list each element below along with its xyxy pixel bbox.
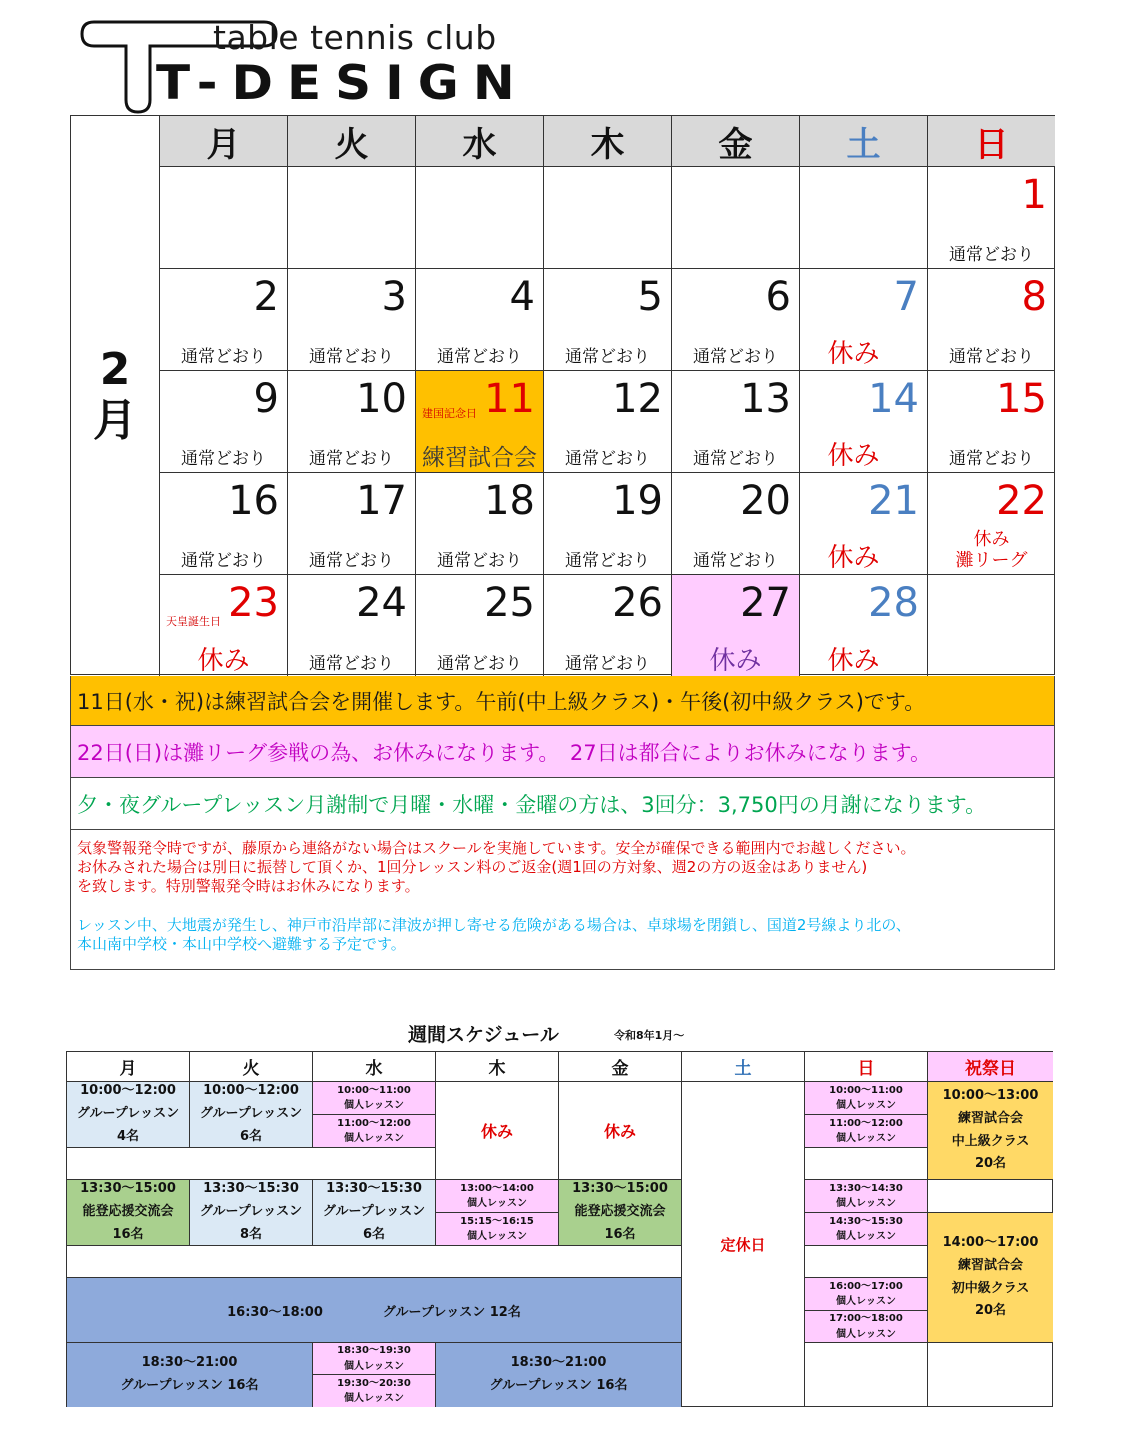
day-status-extra: 灘リーグ bbox=[955, 550, 1028, 572]
day-number: 18 bbox=[484, 478, 535, 524]
slot-line: 個人レッスン bbox=[344, 1133, 404, 1144]
day-status: 休み bbox=[197, 646, 250, 676]
calendar-day bbox=[800, 167, 928, 269]
day-number: 12 bbox=[612, 376, 663, 422]
day-number: 24 bbox=[356, 580, 407, 626]
slot-line: 能登応援交流会 bbox=[82, 1204, 174, 1220]
slot-line: グループレッスン bbox=[76, 1106, 180, 1122]
day-status: 通常どおり bbox=[181, 551, 266, 571]
slot-line: 10:00～13:00 bbox=[942, 1088, 1039, 1103]
slot-line: 13:30～15:30 bbox=[203, 1181, 299, 1197]
schedule-slot bbox=[805, 1082, 928, 1115]
calendar-day bbox=[928, 575, 1055, 677]
day-number: 1 bbox=[1021, 172, 1047, 218]
day-status: 通常どおり bbox=[693, 449, 778, 469]
slot-line: 個人レッスン bbox=[467, 1231, 527, 1242]
day-number: 4 bbox=[509, 274, 535, 320]
slot-line: 11:00～12:00 bbox=[829, 1117, 903, 1129]
weekly-subtitle: 令和8年1月～ bbox=[614, 1029, 685, 1042]
slot-line: 16名 bbox=[112, 1226, 144, 1242]
slot-line: 中上級クラス bbox=[951, 1133, 1030, 1149]
day-status: 通常どおり bbox=[437, 654, 522, 674]
calendar-day bbox=[928, 473, 1055, 575]
schedule-slot bbox=[805, 1278, 928, 1311]
day-number: 22 bbox=[996, 478, 1047, 524]
calendar-day bbox=[544, 575, 672, 677]
slot-line: 15:15～16:15 bbox=[460, 1215, 534, 1227]
slot-label: グループレッスン 12名 bbox=[382, 1304, 521, 1320]
day-number: 5 bbox=[637, 274, 663, 320]
slot-line: 16:00～17:00 bbox=[829, 1280, 903, 1292]
slot-line: 19:30～20:30 bbox=[337, 1377, 411, 1389]
slot-line: 13:30～15:00 bbox=[80, 1181, 176, 1197]
weekday-header: 水 bbox=[416, 116, 544, 167]
day-status: 通常どおり bbox=[693, 551, 778, 571]
slot-line: 10:00～11:00 bbox=[337, 1084, 411, 1096]
schedule-slot bbox=[67, 1343, 313, 1407]
slot-line: 20名 bbox=[974, 1303, 1007, 1319]
day-number: 27 bbox=[740, 580, 791, 626]
calendar-day bbox=[544, 371, 672, 473]
holiday-name: 天皇誕生日 bbox=[166, 615, 221, 628]
calendar-day bbox=[800, 473, 928, 575]
schedule-slot bbox=[559, 1180, 682, 1246]
slot-line: 18:30～19:30 bbox=[337, 1345, 411, 1356]
evening-group-slot bbox=[67, 1278, 682, 1343]
calendar-day bbox=[800, 371, 928, 473]
day-number: 2 bbox=[253, 274, 279, 320]
weekday-header: 土 bbox=[800, 116, 928, 167]
day-status: 通常どおり bbox=[437, 551, 522, 571]
slot-line: 個人レッスン bbox=[344, 1393, 404, 1404]
day-number: 20 bbox=[740, 478, 791, 524]
slot-line: 6名 bbox=[239, 1128, 263, 1144]
schedule-slot bbox=[928, 1213, 1053, 1343]
weekday-header: 金 bbox=[559, 1052, 682, 1082]
slot-line: 初中級クラス bbox=[951, 1280, 1030, 1296]
slot-line: 個人レッスン bbox=[836, 1328, 896, 1340]
notice-safety bbox=[70, 830, 1055, 970]
calendar-day bbox=[416, 575, 544, 677]
day-status: 練習試合会 bbox=[422, 445, 537, 471]
day-status: 休み bbox=[827, 646, 880, 676]
day-status: 休み bbox=[827, 441, 880, 471]
weekday-header: 木 bbox=[436, 1052, 559, 1082]
schedule-slot bbox=[928, 1082, 1053, 1180]
schedule-slot bbox=[436, 1180, 559, 1213]
day-status: 休み bbox=[709, 646, 762, 676]
schedule-slot bbox=[436, 1213, 559, 1246]
weekday-header: 金 bbox=[672, 116, 800, 167]
weekday-header: 木 bbox=[544, 116, 672, 167]
slot-line: 13:30～14:30 bbox=[829, 1182, 903, 1194]
calendar-day bbox=[416, 371, 544, 473]
day-status: 通常どおり bbox=[693, 347, 778, 367]
month-kanji: 月 bbox=[93, 395, 137, 446]
slot-line: 13:30～15:00 bbox=[572, 1181, 668, 1197]
day-number: 8 bbox=[1021, 274, 1047, 320]
slot-line: グループレッスン 16名 bbox=[489, 1378, 628, 1393]
day-number: 13 bbox=[740, 376, 791, 422]
calendar-day bbox=[800, 575, 928, 677]
calendar-day bbox=[288, 371, 416, 473]
day-status: 通常どおり bbox=[309, 551, 394, 571]
calendar-day bbox=[416, 269, 544, 371]
empty-slot bbox=[928, 1180, 1053, 1213]
day-status: 通常どおり bbox=[181, 347, 266, 367]
warning-line-3: を致します。特別警報発令時はお休みになります。 bbox=[77, 877, 420, 896]
slot-line: グループレッスン 16名 bbox=[120, 1378, 259, 1393]
day-status: 通常どおり bbox=[565, 449, 650, 469]
slot-line: 13:00～14:00 bbox=[460, 1182, 534, 1194]
slot-line: 練習試合会 bbox=[957, 1110, 1023, 1126]
schedule-slot bbox=[313, 1115, 436, 1148]
notice-practice-match: 11日(水・祝)は練習試合会を開催します。午前(中上級クラス)・午後(初中級クラス)です。 bbox=[70, 676, 1055, 726]
slot-line: 個人レッスン bbox=[836, 1198, 896, 1209]
slot-line: グループレッスン bbox=[199, 1204, 303, 1220]
logo-tagline: table tennis club bbox=[213, 18, 497, 57]
day-number: 19 bbox=[612, 478, 663, 524]
calendar-day bbox=[544, 473, 672, 575]
day-status: 通常どおり bbox=[309, 654, 394, 674]
weekday-header: 月 bbox=[67, 1052, 190, 1082]
holiday-name: 建国記念日 bbox=[422, 407, 477, 420]
calendar-day bbox=[288, 473, 416, 575]
day-number: 26 bbox=[612, 580, 663, 626]
slot-line: 個人レッスン bbox=[836, 1133, 896, 1144]
slot-line: 個人レッスン bbox=[344, 1100, 404, 1111]
empty-slot bbox=[805, 1148, 928, 1180]
weekday-header: 日 bbox=[928, 116, 1055, 167]
empty-slot bbox=[805, 1246, 928, 1278]
day-status: 通常どおり bbox=[437, 347, 522, 367]
slot-line: 18:30～21:00 bbox=[510, 1355, 607, 1371]
day-status: 休み bbox=[973, 529, 1010, 551]
day-status: 通常どおり bbox=[949, 245, 1034, 265]
empty-slot bbox=[805, 1343, 928, 1407]
calendar-day bbox=[288, 269, 416, 371]
schedule-slot bbox=[313, 1082, 436, 1115]
closed-slot: 休み bbox=[436, 1082, 559, 1180]
day-status: 通常どおり bbox=[949, 347, 1034, 367]
calendar-day bbox=[160, 575, 288, 677]
schedule-slot bbox=[67, 1180, 190, 1246]
calendar-day bbox=[928, 167, 1055, 269]
day-number: 10 bbox=[356, 376, 407, 422]
slot-line: 能登応援交流会 bbox=[574, 1204, 666, 1220]
day-number: 28 bbox=[868, 580, 919, 626]
day-number: 14 bbox=[868, 376, 919, 422]
calendar-day bbox=[160, 473, 288, 575]
slot-line: 16名 bbox=[604, 1226, 636, 1242]
calendar-day bbox=[928, 371, 1055, 473]
earthquake-line-2: 本山南中学校・本山中学校へ避難する予定です。 bbox=[77, 934, 406, 953]
slot-line: 18:30～21:00 bbox=[141, 1355, 238, 1371]
schedule-slot bbox=[313, 1375, 436, 1407]
slot-line: 個人レッスン bbox=[836, 1231, 896, 1242]
slot-line: 10:00～12:00 bbox=[80, 1083, 176, 1099]
calendar-day bbox=[672, 167, 800, 269]
day-number: 17 bbox=[356, 478, 407, 524]
schedule-slot bbox=[190, 1180, 313, 1246]
day-status: 通常どおり bbox=[309, 449, 394, 469]
day-status: 通常どおり bbox=[181, 449, 266, 469]
day-status: 通常どおり bbox=[565, 347, 650, 367]
schedule-slot bbox=[436, 1343, 682, 1407]
month-calendar bbox=[70, 115, 1055, 675]
day-number: 3 bbox=[381, 274, 407, 320]
slot-line: 11:00～12:00 bbox=[337, 1117, 411, 1129]
day-number: 23 bbox=[228, 580, 279, 626]
notice-fee: 夕・夜グループレッスン月謝制で月曜・水曜・金曜の方は、3回分：3,750円の月謝になります。 bbox=[70, 778, 1055, 830]
slot-line: 個人レッスン bbox=[344, 1360, 404, 1372]
calendar-day bbox=[544, 269, 672, 371]
slot-line: 個人レッスン bbox=[836, 1296, 896, 1307]
weekday-header: 水 bbox=[313, 1052, 436, 1082]
weekly-title: 週間スケジュール bbox=[408, 1024, 559, 1046]
calendar-day bbox=[160, 167, 288, 269]
schedule-slot bbox=[313, 1180, 436, 1246]
calendar-day bbox=[160, 269, 288, 371]
day-number: 15 bbox=[996, 376, 1047, 422]
earthquake-line-1: レッスン中、大地震が発生し、神戸市沿岸部に津波が押し寄せる危険がある場合は、卓球場を閉鎖し、国道2号線より北の、 bbox=[77, 915, 911, 934]
empty-slot bbox=[928, 1343, 1053, 1407]
schedule-slot bbox=[805, 1213, 928, 1246]
schedule-slot bbox=[190, 1082, 313, 1148]
day-number: 16 bbox=[228, 478, 279, 524]
day-number: 7 bbox=[893, 274, 919, 320]
calendar-day bbox=[416, 473, 544, 575]
slot-line: 10:00～11:00 bbox=[829, 1084, 903, 1096]
weekday-header: 火 bbox=[288, 116, 416, 167]
empty-slot bbox=[67, 1148, 436, 1180]
slot-line: 13:30～15:30 bbox=[326, 1181, 422, 1197]
notice-closures: 22日(日)は灘リーグ参戦の為、お休みになります。 27日は都合によりお休みになります。 bbox=[70, 726, 1055, 778]
weekday-header: 月 bbox=[160, 116, 288, 167]
day-status: 通常どおり bbox=[949, 449, 1034, 469]
slot-line: グループレッスン bbox=[199, 1106, 303, 1122]
warning-line-1: 気象警報発令時ですが、藤原から連絡がない場合はスクールを実施しています。安全が確保できる範囲内でお越しください。 bbox=[77, 839, 916, 857]
logo-wordmark: T-DESIGN bbox=[156, 55, 529, 111]
day-status: 休み bbox=[827, 543, 880, 573]
slot-line: 個人レッスン bbox=[467, 1198, 527, 1209]
day-number: 11 bbox=[484, 376, 535, 422]
warning-line-2: お休みされた場合は別日に振替して頂くか、1回分レッスン料のご返金(週1回の方対象、週2の方の返金はありません) bbox=[77, 858, 868, 877]
day-status: 通常どおり bbox=[565, 654, 650, 674]
calendar-day bbox=[544, 167, 672, 269]
schedule-slot bbox=[67, 1082, 190, 1148]
slot-line: 4名 bbox=[116, 1128, 140, 1144]
slot-line: 10:00～12:00 bbox=[203, 1083, 299, 1099]
slot-line: 練習試合会 bbox=[957, 1257, 1023, 1273]
calendar-day bbox=[288, 167, 416, 269]
slot-line: グループレッスン bbox=[322, 1204, 426, 1220]
slot-line: 14:00～17:00 bbox=[942, 1235, 1039, 1250]
day-status: 休み bbox=[827, 339, 880, 369]
weekday-header: 祝祭日 bbox=[928, 1052, 1053, 1082]
month-number: 2 bbox=[99, 344, 131, 396]
schedule-slot bbox=[805, 1115, 928, 1148]
slot-time: 16:30～18:00 bbox=[227, 1304, 323, 1320]
slot-line: 20名 bbox=[974, 1156, 1007, 1172]
calendar-day bbox=[416, 167, 544, 269]
day-number: 25 bbox=[484, 580, 535, 626]
weekly-schedule-table bbox=[66, 1051, 1053, 1407]
calendar-day bbox=[160, 371, 288, 473]
day-status: 通常どおり bbox=[565, 551, 650, 571]
calendar-day bbox=[928, 269, 1055, 371]
day-status: 通常どおり bbox=[309, 347, 394, 367]
calendar-day bbox=[288, 575, 416, 677]
closed-slot: 定休日 bbox=[682, 1082, 805, 1407]
calendar-day bbox=[800, 269, 928, 371]
slot-line: 17:00～18:00 bbox=[829, 1313, 903, 1324]
weekday-header: 火 bbox=[190, 1052, 313, 1082]
slot-line: 6名 bbox=[362, 1226, 386, 1242]
slot-line: 個人レッスン bbox=[836, 1100, 896, 1111]
day-number: 6 bbox=[765, 274, 791, 320]
closed-slot: 休み bbox=[559, 1082, 682, 1180]
day-number: 9 bbox=[253, 376, 279, 422]
empty-slot bbox=[67, 1246, 682, 1278]
schedule-slot bbox=[805, 1311, 928, 1343]
weekday-header: 土 bbox=[682, 1052, 805, 1082]
schedule-slot bbox=[805, 1180, 928, 1213]
slot-line: 14:30～15:30 bbox=[829, 1215, 903, 1227]
slot-line: 8名 bbox=[239, 1226, 263, 1242]
day-number: 21 bbox=[868, 478, 919, 524]
weekday-header: 日 bbox=[805, 1052, 928, 1082]
month-label bbox=[71, 116, 160, 676]
schedule-slot bbox=[313, 1343, 436, 1375]
